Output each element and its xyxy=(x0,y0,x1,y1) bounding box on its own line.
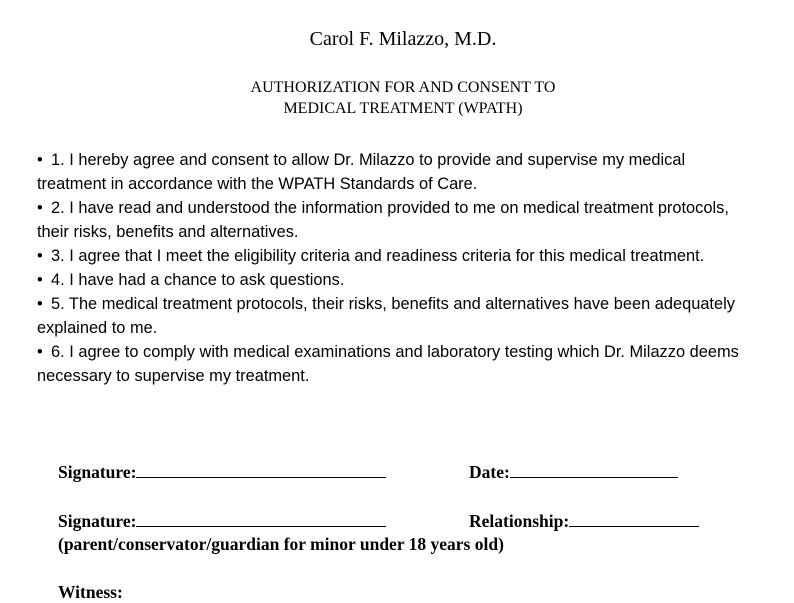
signature-label: Signature: xyxy=(58,511,137,531)
witness-label: Witness: xyxy=(58,582,123,602)
form-title-line-2: MEDICAL TREATMENT (WPATH) xyxy=(283,100,523,117)
form-title-line-1: AUTHORIZATION FOR AND CONSENT TO xyxy=(250,79,556,96)
consent-item-6 xyxy=(37,340,757,388)
signature-line[interactable] xyxy=(136,460,386,478)
consent-item-text: 5. The medical treatment protocols, their risks, benefits and alternatives have been adequately explained to me. xyxy=(37,295,735,337)
relationship-line[interactable] xyxy=(569,509,699,527)
signature-field xyxy=(58,460,386,483)
consent-item-text: 1. I hereby agree and consent to allow Dr. Milazzo to provide and supervise my medical treatment in accordance with the WPATH Standards of Care. xyxy=(37,151,686,193)
date-label: Date: xyxy=(469,462,510,482)
bullet-icon: • xyxy=(37,199,43,217)
form-title xyxy=(0,77,794,119)
consent-item-1 xyxy=(37,148,757,196)
date-field xyxy=(469,460,678,483)
relationship-label: Relationship: xyxy=(469,511,570,531)
consent-item-text: 2. I have read and understood the information provided to me on medical treatment protocols, their risks, benefits and alternatives. xyxy=(37,199,729,241)
bullet-icon: • xyxy=(37,247,43,265)
consent-items-list xyxy=(37,148,757,388)
bullet-icon: • xyxy=(37,295,43,313)
bullet-icon: • xyxy=(37,271,43,289)
consent-item-2 xyxy=(37,196,757,244)
date-line[interactable] xyxy=(510,460,678,478)
signature-label: Signature: xyxy=(58,462,137,482)
consent-item-4 xyxy=(37,268,757,292)
consent-item-5 xyxy=(37,292,757,340)
doctor-name: Carol F. Milazzo, M.D. xyxy=(309,28,497,50)
guardian-note: (parent/conservator/guardian for minor under 18 years old) xyxy=(58,534,504,554)
consent-item-text: 3. I agree that I meet the eligibility criteria and readiness criteria for this medical treatment. xyxy=(51,247,705,265)
guardian-signature-field xyxy=(58,509,386,532)
relationship-field xyxy=(469,509,699,532)
consent-item-text: 4. I have had a chance to ask questions. xyxy=(51,271,345,289)
consent-item-3 xyxy=(37,244,757,268)
guardian-signature-line[interactable] xyxy=(136,509,386,527)
bullet-icon: • xyxy=(37,151,43,169)
consent-item-text: 6. I agree to comply with medical examinations and laboratory testing which Dr. Milazzo deems necessary to supervise my treatment. xyxy=(37,343,739,385)
bullet-icon: • xyxy=(37,343,43,361)
